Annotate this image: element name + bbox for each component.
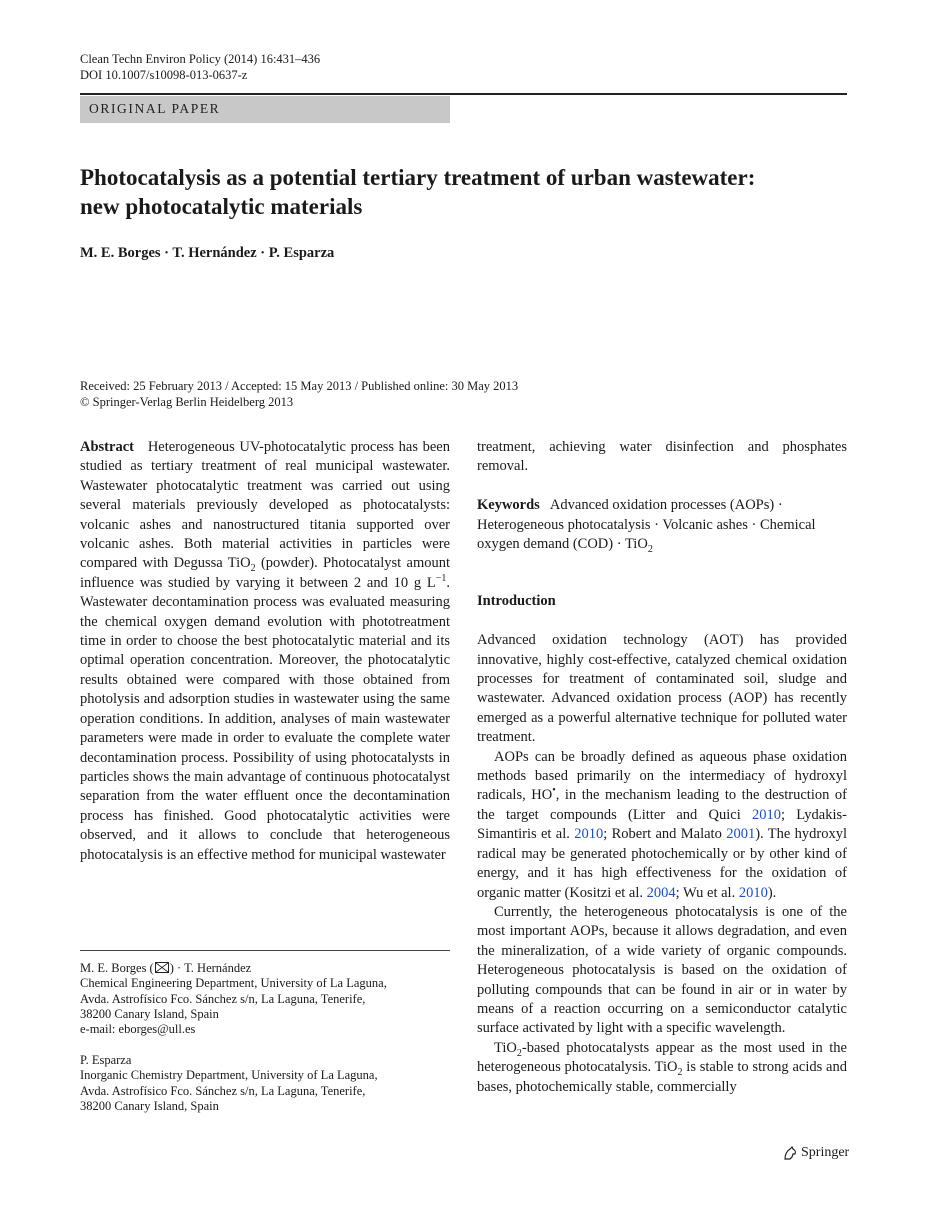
affiliation-2 <box>80 1053 460 1114</box>
right-column <box>477 438 847 1097</box>
paper-title: Photocatalysis as a potential tertiary treatment of urban wastewater: new photocatalytic materials <box>80 165 756 219</box>
abstract-heading: Abstract <box>80 439 134 455</box>
introduction-heading: Introduction <box>477 593 556 610</box>
paragraph-text: -based photocatalysts appear as the most used in the heterogeneous photocatalysis. TiO <box>477 1039 847 1076</box>
intro-paragraph <box>477 1039 847 1097</box>
keyword-separator: · <box>777 497 783 514</box>
author-list: M. E. Borges · T. Hernández · P. Esparza <box>80 245 335 261</box>
intro-paragraph <box>477 748 847 903</box>
section-banner <box>80 96 450 123</box>
keyword: Heterogeneous photocatalysis <box>477 516 651 533</box>
keyword: Chemical oxygen demand (COD) <box>477 516 816 553</box>
abstract-continuation: treatment, achieving water disinfection and phosphates removal. <box>477 439 847 475</box>
intro-paragraph: Currently, the heterogeneous photocatalysis is one of the most important AOPs, because it allows degradation, and even the mineralization, of a wide variety of organic compounds. Heterogeneous photocatalysis is based on the oxidation of polluting compounds that can be found in air or in water by means of a reaction occurring on a semiconductor catalytic surface activated by light with a specific wavelength. <box>477 903 847 1037</box>
citation-link[interactable]: 2010 <box>574 826 604 843</box>
paragraph-text: ; Robert and Malato <box>603 826 727 843</box>
keyword-separator: · <box>751 516 757 533</box>
citation-link[interactable]: 2010 <box>751 806 781 823</box>
paragraph-text: AOPs can be broadly defined as aqueous phase oxidation methods based primarily on the intermediacy of hydroxyl radicals, HO <box>477 748 847 804</box>
subscript: 2 <box>516 1047 522 1059</box>
subscript: 2 <box>677 1067 683 1079</box>
abstract-text: . Wastewater decontamination process was evaluated measuring the chemical oxygen demand evolution with phototreatment time in order to choose the best photocatalytic material and its optimal operation concentration. Moreover, the photocatalytic results obtained were compared with those obtained from photolysis and adsorption studies in wastewater using the same operation conditions. In addition, analyses of main wastewater parameters were made in order to evaluate the complete water decontamination process. Possibility of using photocatalysts in particles shows the main advantage of continuous photocatalyst separation from the water effluent once the decontamination process has finished. Good photocatalytic activities were observed, and it allows to conclude that heterogeneous photocatalysis is an effective method for municipal wastewater <box>80 574 450 863</box>
keyword: Volcanic ashes <box>662 516 748 533</box>
affiliation-text: Chemical Engineering Department, University of La Laguna, <box>80 976 387 991</box>
affiliation-text: Avda. Astrofísico Fco. Sánchez s/n, La Laguna, Tenerife, <box>80 1083 366 1098</box>
envelope-icon[interactable] <box>155 962 169 973</box>
publisher-name: Springer <box>801 1145 850 1160</box>
springer-horse-icon <box>782 1145 798 1161</box>
affiliation-text: P. Esparza <box>80 1053 132 1067</box>
keywords-heading: Keywords <box>477 497 540 514</box>
citation-link[interactable]: 2004 <box>646 884 676 901</box>
header-rule <box>80 93 847 95</box>
abstract-text: Heterogeneous UV-photocatalytic process has been studied as tertiary treatment of real municipal wastewater. Wastewater photocatalytic treatment was carried out using several materials previously developed as photocatalysts: volcanic ashes and nanostructured titania supported over volcanic ashes. Both material activities in particles were compared with Degussa TiO <box>80 439 450 572</box>
affiliation-1 <box>80 961 460 1037</box>
affiliation-text: Avda. Astrofísico Fco. Sánchez s/n, La Laguna, Tenerife, <box>80 991 366 1006</box>
keyword: Advanced oxidation processes (AOPs) <box>549 497 775 514</box>
subscript: 2 <box>250 563 256 575</box>
keywords-paragraph <box>477 496 847 554</box>
affiliation-text: Inorganic Chemistry Department, University of La Laguna, <box>80 1068 378 1083</box>
paragraph-text: ; Wu et al. <box>675 884 739 901</box>
affiliation-text: ) · T. Hernández <box>169 961 252 975</box>
keyword-separator: · <box>654 516 660 533</box>
paragraph-text: ). The hydroxyl radical may be generated photochemically or by other kind of energy, and it has high effectiveness for the oxidation of organic matter (Kositzi et al. <box>477 826 847 901</box>
citation-link[interactable]: 2001 <box>726 826 756 843</box>
paragraph-text: is stable to strong acids and bases, photochemically stable, commercially <box>477 1059 847 1095</box>
keyword: TiO <box>624 536 648 553</box>
affiliation-text: 38200 Canary Island, Spain <box>80 1098 219 1113</box>
subscript: 2 <box>647 543 653 555</box>
keyword-separator: · <box>616 536 622 553</box>
email-link[interactable]: e-mail: eborges@ull.es <box>80 1022 196 1037</box>
abstract-section <box>80 438 450 865</box>
section-label: ORIGINAL PAPER <box>89 101 221 116</box>
doi-line[interactable]: DOI 10.1007/s10098-013-0637-z <box>80 68 248 82</box>
footnote-rule <box>80 950 450 951</box>
citation-link[interactable]: 2010 <box>738 884 768 901</box>
intro-paragraph: Advanced oxidation technology (AOT) has provided innovative, highly cost-effective, catalyzed chemical oxidation processes for treatment of contaminated soil, sludge and wastewater. Advanced oxidation process (AOP) has recently emerged as a powerful alternative technique for polluted water treatment. <box>477 632 847 746</box>
journal-citation: Clean Techn Environ Policy (2014) 16:431–436 <box>80 52 321 66</box>
affiliation-text: 38200 Canary Island, Spain <box>80 1006 219 1021</box>
paragraph-text: TiO <box>494 1039 517 1056</box>
affiliation-text: M. E. Borges ( <box>80 961 154 975</box>
paragraph-text: ; Lydakis-Simantiris et al. <box>477 806 847 843</box>
paragraph-text: , in the mechanism leading to the destruction of the target compounds (Litter and Quici <box>477 787 847 823</box>
superscript: • <box>552 785 556 797</box>
copyright-line: © Springer-Verlag Berlin Heidelberg 2013 <box>80 395 294 409</box>
abstract-text: (powder). Photocatalyst amount influence was studied by varying it between 2 and 10 g L <box>80 555 450 591</box>
abstract-paragraph <box>80 438 450 865</box>
superscript: −1 <box>435 573 447 585</box>
paragraph-text: ). <box>767 884 777 901</box>
publication-dates: Received: 25 February 2013 / Accepted: 15 May 2013 / Published online: 30 May 2013 <box>80 379 519 393</box>
publisher-logo <box>782 1145 849 1161</box>
